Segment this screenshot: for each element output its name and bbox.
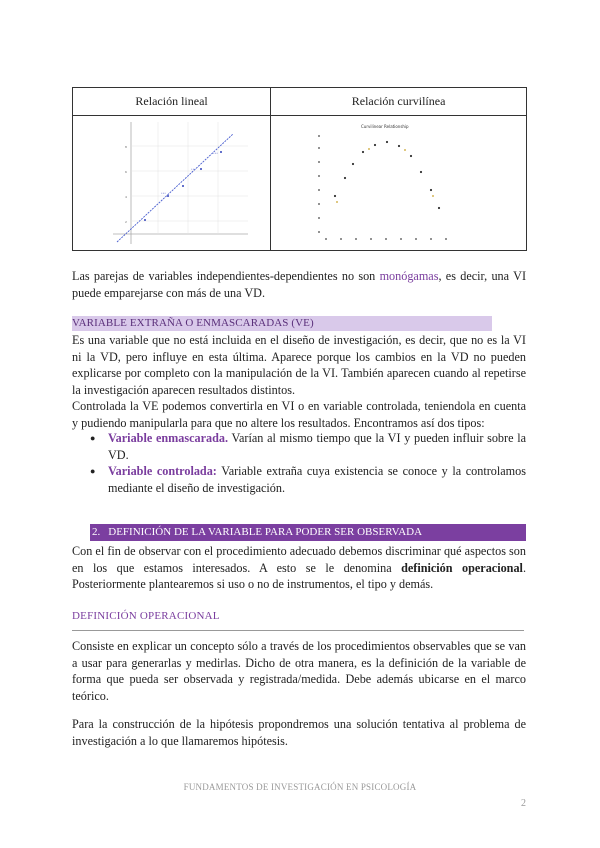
section-2-heading: 2. DEFINICIÓN DE LA VARIABLE PARA PODER SER OBSERVADA [90, 524, 526, 541]
linear-plot-cell [73, 116, 271, 251]
ve-para-1: Es una variable que no está incluida en el diseño de investigación, es decir, que no es la VI ni la VD, pero influye en esta última. Aparece porque los cambios en la VD no pueden explicarse por completo con la manipulación de la VI. También aparecen cuando al repetirse la investigación aparecen resultados distintos. [72, 333, 526, 397]
operational-para-2: Para la construcción de la hipótesis propondremos una solución tentativa al problema de investigación a lo que llamaremos hipótesis. [72, 717, 526, 748]
divider [72, 630, 524, 631]
intro-paragraph: Las parejas de variables independientes-dependientes no son monógamas, es decir, una VI puede emparejarse con más de una VD. [72, 269, 526, 300]
highlight-word: monógamas [379, 269, 439, 283]
svg-text:2: 2 [125, 220, 127, 224]
list-item: ● Variable controlada: Variable extraña cuya existencia se conoce y la controlamos mediante el diseño de investigación. [90, 464, 526, 495]
operational-para-1: Consiste en explicar un concepto sólo a través de los procedimientos observables que se van a usar para generarlas y medirlas. Dicho de otra manera, es la definición de la variable de forma que pueda ser observada y registrada/medida. Debe además ubicarse en el marco teórico. [72, 639, 526, 703]
footer-title: FUNDAMENTOS DE INVESTIGACIÓN EN PSICOLOGÍA [183, 782, 417, 792]
svg-text:•••: ••• [191, 167, 196, 171]
curvilinear-plot [271, 116, 498, 250]
bullet-icon: ● [90, 466, 96, 476]
curve-title: Curvilinear Relationship [361, 124, 409, 129]
curvilinear-plot-cell [271, 116, 527, 251]
header-curvilinear: Relación curvilínea [271, 88, 527, 116]
ve-heading: VARIABLE EXTRAÑA O ENMASCARADAS (VE) [72, 316, 492, 331]
list-item: ● Variable enmascarada. Varían al mismo tiempo que la VI y pueden influir sobre la VD. [90, 431, 527, 462]
relations-table [72, 87, 527, 251]
svg-text:•••: ••• [161, 191, 166, 195]
svg-text:8: 8 [125, 145, 127, 149]
svg-text:4: 4 [125, 195, 127, 199]
section-2-paragraph: Con el fin de observar con el procedimiento adecuado debemos discriminar qué aspectos son en los que estamos interesados. A esto se le denomina definición operacional. Posteriormente plantearemos si uso o no de instrumentos, el tipo y demás. [72, 544, 526, 591]
linear-plot [73, 116, 299, 250]
page-number: 2 [521, 798, 526, 809]
svg-text:•••: ••• [213, 151, 218, 155]
ve-para-2: Controlada la VE podemos convertirla en VI o en variable controlada, teniendola en cuenta y pudiendo manipularla para que no altere los resultados. Encontramos así dos tipos: [72, 399, 526, 430]
bullet-icon: ● [90, 433, 96, 443]
operational-definition-heading: DEFINICIÓN OPERACIONAL [72, 610, 220, 622]
svg-text:6: 6 [125, 170, 127, 174]
header-linear: Relación lineal [73, 88, 271, 116]
ve-bullet-list [90, 430, 526, 496]
